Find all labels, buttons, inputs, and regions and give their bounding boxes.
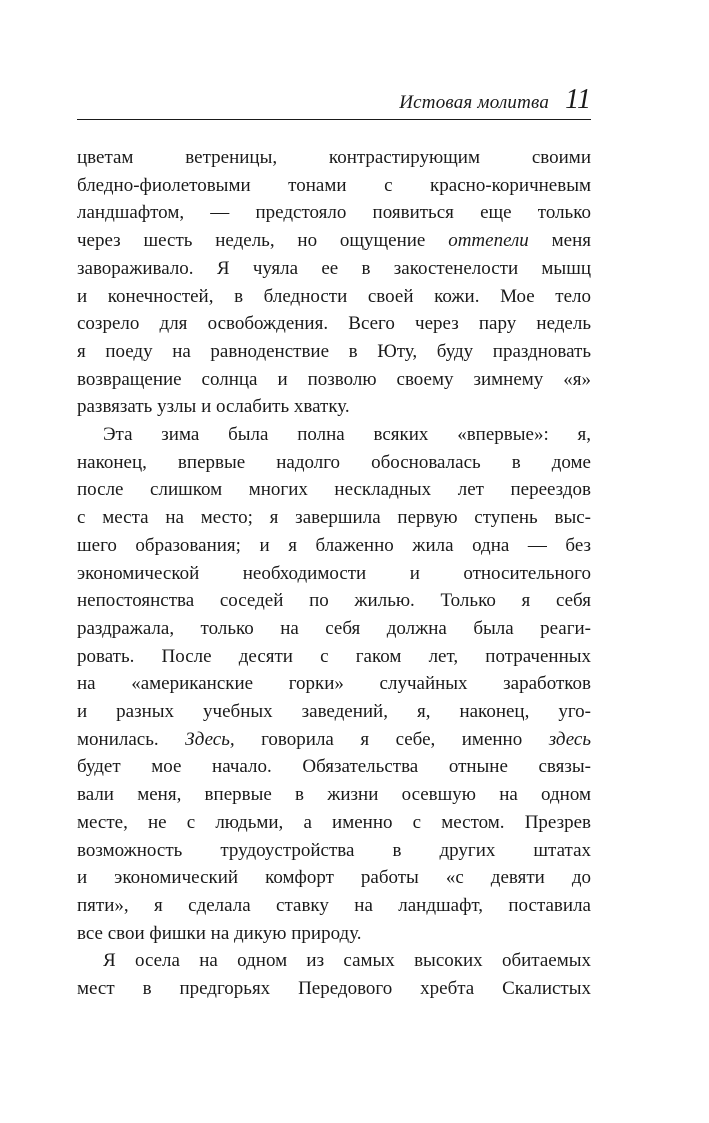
- text-segment: пяти», я сделала ставку на ландшафт, поставила: [77, 894, 591, 916]
- text-line: [77, 809, 591, 837]
- text-line: [77, 227, 591, 255]
- text-segment: непостоянства соседей по жилью. Только я себя: [77, 590, 591, 612]
- text-segment: и экономический комфорт работы «с девяти до: [77, 867, 591, 889]
- paragraph: [77, 421, 591, 947]
- text-line: [77, 283, 591, 311]
- text-segment: экономической необходимости и относительного: [77, 562, 591, 584]
- text-segment: созрело для освобождения. Всего через пару недель: [77, 313, 591, 335]
- text-segment: завораживало. Я чуяла ее в закостенелости мышц: [77, 257, 591, 279]
- text-segment: шего образования; и я блаженно жила одна — без: [77, 534, 591, 556]
- text-line: [77, 670, 591, 698]
- text-segment: монилась.: [77, 728, 186, 750]
- emphasis-text: оттепели: [448, 230, 529, 252]
- text-line: [77, 560, 591, 588]
- text-segment: меня: [528, 230, 591, 252]
- header-rule: [77, 119, 591, 120]
- text-line: [77, 449, 591, 477]
- text-line: [77, 698, 591, 726]
- emphasis-text: здесь: [548, 728, 591, 750]
- text-line: [77, 726, 591, 754]
- text-segment: я поеду на равноденствие в Юту, буду праздновать: [77, 340, 591, 362]
- text-segment: будет мое начало. Обязательства отныне связы-: [77, 756, 591, 778]
- text-segment: через шесть недель, но ощущение: [77, 230, 449, 252]
- text-line: [77, 920, 591, 948]
- text-line: [77, 421, 591, 449]
- running-header: [77, 84, 591, 118]
- text-segment: месте, не с людьми, а именно с местом. Презрев: [77, 811, 591, 833]
- text-segment: бледно-фиолетовыми тонами с красно-коричневым: [77, 174, 591, 196]
- text-segment: говорила я себе, именно: [234, 728, 549, 750]
- text-segment: Я осела на одном из самых высоких обитаемых: [103, 950, 591, 972]
- text-segment: наконец, впервые надолго обосновалась в доме: [77, 451, 591, 473]
- emphasis-text: Здесь,: [185, 728, 235, 750]
- text-segment: после слишком многих нескладных лет переездов: [77, 479, 591, 501]
- paragraph: [77, 947, 591, 1002]
- text-line: [77, 947, 591, 975]
- text-line: [77, 172, 591, 200]
- text-segment: ровать. После десяти с гаком лет, потраченных: [77, 645, 591, 667]
- text-line: [77, 393, 591, 421]
- text-segment: ландшафтом, — предстояло появиться еще только: [77, 202, 591, 224]
- page-number: 11: [565, 84, 591, 115]
- text-segment: и конечностей, в бледности своей кожи. Мое тело: [77, 285, 591, 307]
- text-line: [77, 144, 591, 172]
- running-title: Истовая молитва: [399, 92, 550, 113]
- text-line: [77, 975, 591, 1003]
- text-line: [77, 587, 591, 615]
- text-segment: с места на место; я завершила первую ступень выс-: [77, 507, 591, 529]
- text-line: [77, 255, 591, 283]
- text-line: [77, 892, 591, 920]
- text-line: [77, 781, 591, 809]
- text-line: [77, 504, 591, 532]
- text-line: [77, 615, 591, 643]
- text-line: [77, 643, 591, 671]
- text-segment: все свои фишки на дикую природу.: [77, 922, 362, 944]
- text-line: [77, 753, 591, 781]
- text-segment: вали меня, впервые в жизни осевшую на одном: [77, 784, 591, 806]
- text-line: [77, 864, 591, 892]
- text-line: [77, 366, 591, 394]
- text-line: [77, 476, 591, 504]
- text-line: [77, 338, 591, 366]
- text-line: [77, 532, 591, 560]
- text-segment: возвращение солнца и позволю своему зимнему «я»: [77, 368, 591, 390]
- text-segment: раздражала, только на себя должна была реаги-: [77, 617, 591, 639]
- text-segment: мест в предгорьях Передового хребта Скалистых: [77, 978, 591, 1000]
- text-segment: развязать узлы и ослабить хватку.: [77, 396, 350, 418]
- text-segment: цветам ветреницы, контрастирующим своими: [77, 147, 591, 168]
- text-line: [77, 199, 591, 227]
- body-text: [77, 144, 591, 1003]
- text-segment: на «американские горки» случайных заработков: [77, 673, 591, 695]
- text-segment: и разных учебных заведений, я, наконец, уго-: [77, 701, 591, 723]
- text-segment: Эта зима была полна всяких «впервые»: я,: [103, 424, 591, 446]
- text-segment: возможность трудоустройства в других штатах: [77, 839, 591, 861]
- text-line: [77, 310, 591, 338]
- text-line: [77, 837, 591, 865]
- paragraph: [77, 144, 591, 421]
